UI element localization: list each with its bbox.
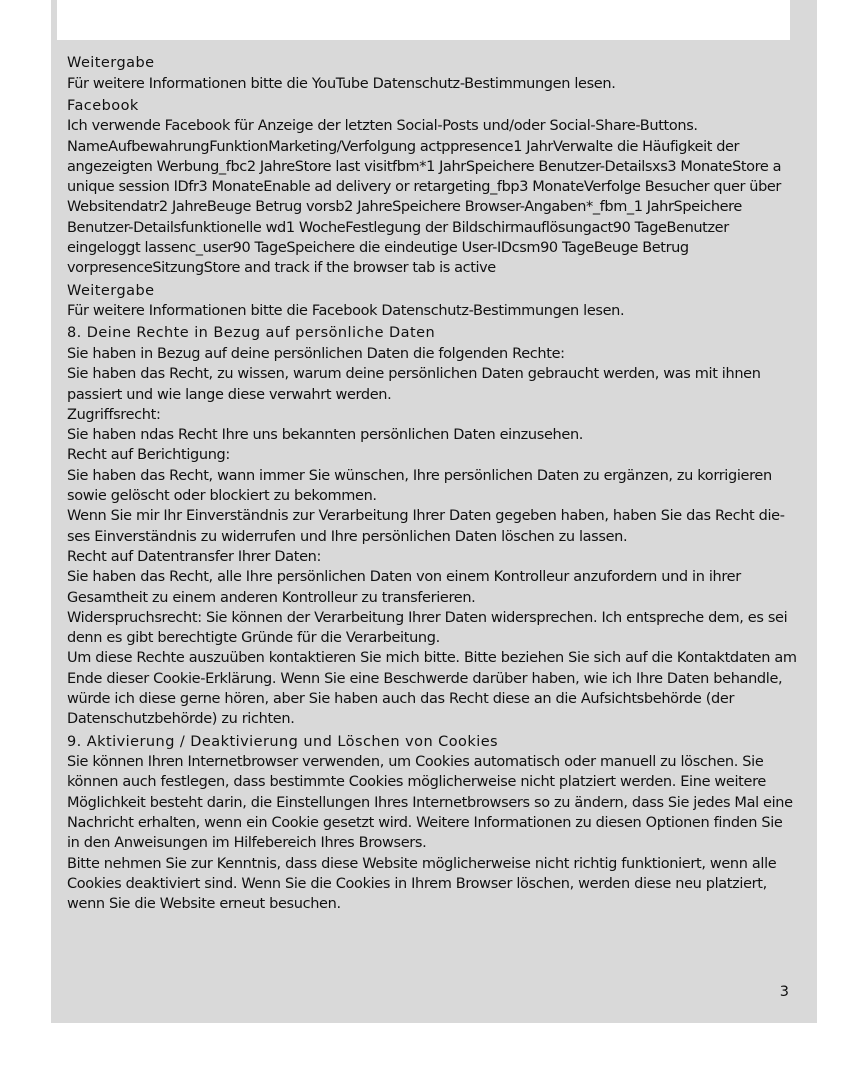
paragraph-youtube-info: Für weitere Informationen bitte die YouTube Datenschutz-Bestimmungen lesen. <box>67 75 616 92</box>
paragraph-facebook-cookie-table: NameAufbewahrungFunktionMarketing/Verfolgung actppresence1 JahrVerwalte die Häufigkeit der angezeigten Werbung_fbc2 JahreStore last visitfbm*1 JahrSpeichere Benutzer-Detailsxs3 MonateStore a unique session IDfr3 MonateEnable ad delivery or retargeting_fbp3 MonateVerfolge Besucher quer über Websitendatr2 JahreBeuge Betrug vorsb2 JahreSpeichere Browser-Angaben*_fbm_1 JahrSpeichere Benutzer-Detailsfunktionelle wd1 WocheFestlegung der Bildschirmauflösungact90 TageBenutzer eingeloggt lassenc_user90 TageSpeichere die eindeutige User-IDcsm90 TageBeuge Betrug vorpresenceSitzungStore and track if the browser tab is active <box>67 138 782 277</box>
section-heading-facebook: Facebook <box>67 97 139 114</box>
paragraph-widerspruchsrecht: Widerspruchsrecht: Sie können der Verarbeitung Ihrer Daten widersprechen. Ich entspreche dem, es sei denn es gibt berechtigte Gründe für die Verarbeitung. <box>67 609 788 647</box>
document-page <box>51 0 817 1023</box>
paragraph-facebook-intro: Ich verwende Facebook für Anzeige der letzten Social-Posts und/oder Social-Share-Buttons. <box>67 118 698 135</box>
paragraph-facebook-info: Für weitere Informationen bitte die Facebook Datenschutz-Bestimmungen lesen. <box>67 303 625 320</box>
paragraph-zugriffsrecht: Sie haben ndas Recht Ihre uns bekannten persönlichen Daten einzusehen. <box>67 427 584 444</box>
paragraph-datentransfer: Sie haben das Recht, alle Ihre persönlichen Daten von einem Kontrolleur anzufordern und in ihrer Gesamtheit zu einem anderen Kontrolleur zu transferieren. <box>67 569 741 606</box>
paragraph-widerruf: Wenn Sie mir Ihr Einverständnis zur Verarbeitung Ihrer Daten gegeben haben, haben Sie das Recht dieses Einverständnis zu widerrufen und Ihre persönlichen Daten löschen zu lassen. <box>67 508 785 545</box>
label-berichtigung: Recht auf Berichtigung: <box>67 447 230 464</box>
paragraph-berichtigung: Sie haben das Recht, wann immer Sie wünschen, Ihre persönlichen Daten zu ergänzen, zu korrigieren sowie gelöscht oder blockiert zu bekommen. <box>67 467 772 505</box>
paragraph-recht-wissen: Sie haben das Recht, zu wissen, warum deine persönlichen Daten gebraucht werden, was mit ihnen passiert und wie lange diese verwahrt werden. <box>67 366 761 403</box>
section-heading-youtube-weitergabe: Weitergabe <box>67 55 155 71</box>
section-heading-cookies: 9. Aktivierung / Deaktivierung und Löschen von Cookies <box>67 733 499 750</box>
top-white-panel <box>57 0 790 40</box>
section-heading-facebook-weitergabe: Weitergabe <box>67 282 155 299</box>
paragraph-kontakt: Um diese Rechte auszuüben kontaktieren Sie mich bitte. Bitte beziehen Sie sich auf die Kontaktdaten am Ende dieser Cookie-Erklärung. Wenn Sie eine Beschwerde darüber haben, wie ich Ihre Daten behandle, würde ich diese gerne hören, aber Sie haben auch das Recht diese an die Aufsichtsbehörde (der Datenschutzbehörde) zu richten. <box>67 650 797 728</box>
label-datentransfer: Recht auf Datentransfer Ihrer Daten: <box>67 548 322 565</box>
label-zugriffsrecht: Zugriffsrecht: <box>67 406 161 423</box>
document-body <box>67 53 797 914</box>
paragraph-cookies-browser: Sie können Ihren Internetbrowser verwenden, um Cookies automatisch oder manuell zu löschen. Sie können auch festlegen, dass bestimmte Cookies möglicherweise nicht platziert werden. Eine weitere Möglichkeit besteht darin, die Einstellungen Ihres Internetbrowsers so zu ändern, dass Sie jedes Mal eine Nachricht erhalten, wenn ein Cookie gesetzt wird. Weitere Informationen zu diesen Optionen finden Sie in den Anweisungen im Hilfebereich Ihres Browsers. <box>67 754 793 852</box>
section-heading-rechte: 8. Deine Rechte in Bezug auf persönliche Daten <box>67 325 436 342</box>
paragraph-rechte-intro: Sie haben in Bezug auf deine persönlichen Daten die folgenden Rechte: <box>67 345 565 362</box>
page-number: 3 <box>779 984 789 1000</box>
paragraph-cookies-hinweis: Bitte nehmen Sie zur Kenntnis, dass diese Website möglicherweise nicht richtig funktioniert, wenn alle Cookies deaktiviert sind. Wenn Sie die Cookies in Ihrem Browser löschen, werden diese neu platziert, wenn Sie die Website erneut besuchen. <box>67 855 777 913</box>
